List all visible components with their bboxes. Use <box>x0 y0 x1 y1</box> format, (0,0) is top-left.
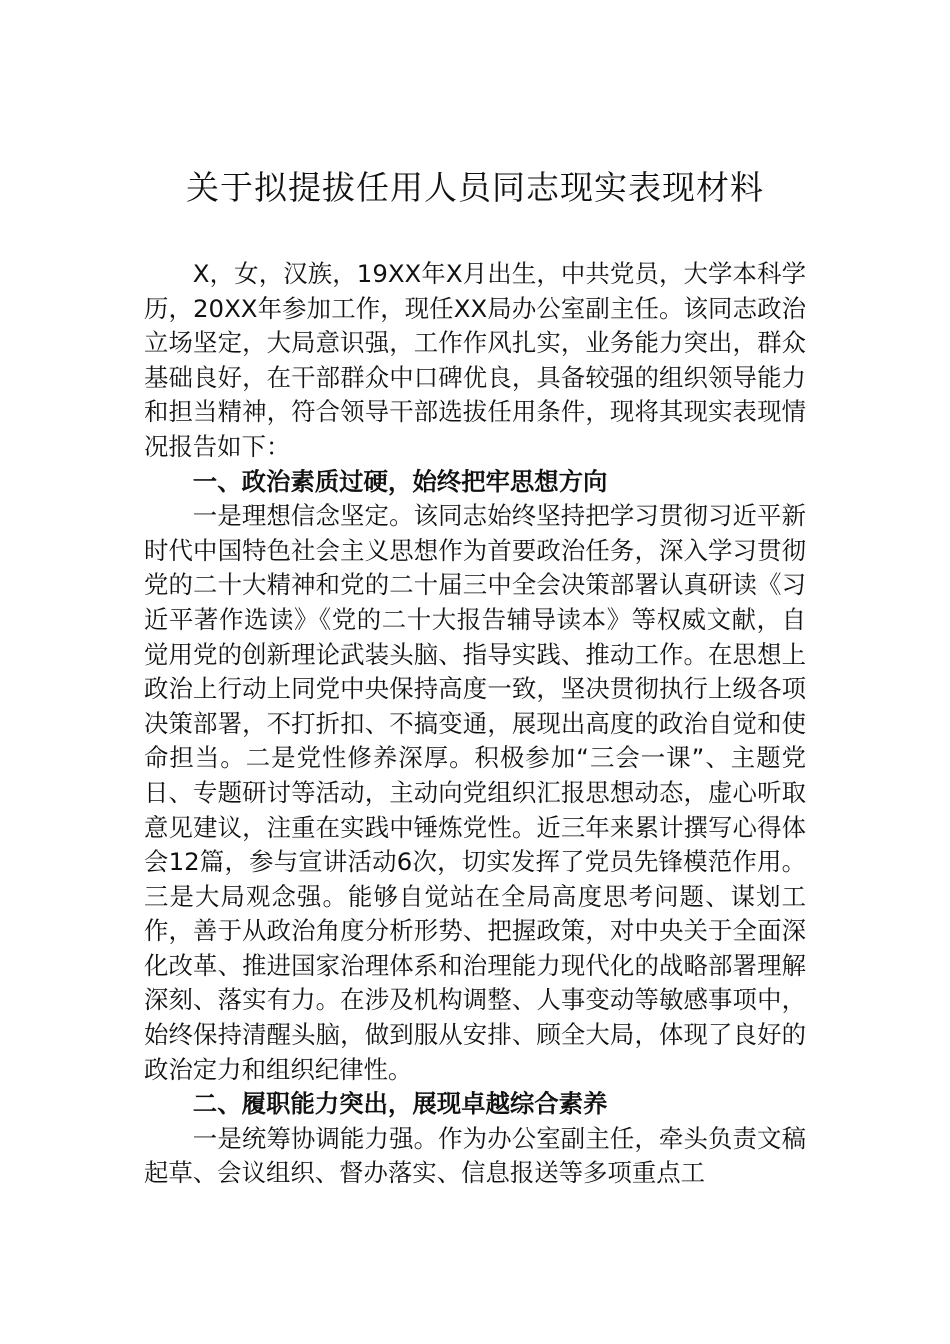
section-1-paragraph: 一是理想信念坚定。该同志始终坚持把学习贯彻习近平新时代中国特色社会主义思想作为首要政治任务，深入学习贯彻党的二十大精神和党的二十届三中全会决策部署认真研读《习近平著作选读》《党的二十大报告辅导读本》等权威文献，自觉用党的创新理论武装头脑、指导实践、推动工作。在思想上政治上行动上同党中央保持高度一致，坚决贯彻执行上级各项决策部署，不打折扣、不搞变通，展现出高度的政治自觉和使命担当。二是党性修养深厚。积极参加“三会一课”、主题党日、专题研讨等活动，主动向党组织汇报思想动态，虚心听取意见建议，注重在实践中锤炼党性。近三年来累计撰写心得体会12篇，参与宣讲活动6次，切实发挥了党员先锋模范作用。三是大局观念强。能够自觉站在全局高度思考问题、谋划工作，善于从政治角度分析形势、把握政策，对中央关于全面深化改革、推进国家治理体系和治理能力现代化的战略部署理解深刻、落实有力。在涉及机构调整、人事变动等敏感事项中，始终保持清醒头脑，做到服从安排、顾全大局，体现了良好的政治定力和组织纪律性。 <box>144 501 806 1084</box>
section-heading-2: 二、履职能力突出，展现卓越综合素养 <box>192 1089 608 1119</box>
document-title: 关于拟提拔任用人员同志现实表现材料 <box>186 168 764 207</box>
section-2-paragraph: 一是统筹协调能力强。作为办公室副主任，牵头负责文稿起草、会议组织、督办落实、信息报送等多项重点工 <box>144 1123 806 1188</box>
section-heading-1: 一、政治素质过硬，始终把牢思想方向 <box>192 466 608 496</box>
document-body <box>144 257 806 1191</box>
intro-paragraph: X，女，汉族，19XX年X月出生，中共党员，大学本科学历，20XX年参加工作，现任XX局办公室副主任。该同志政治立场坚定，大局意识强，工作作风扎实，业务能力突出，群众基础良好，在干部群众中口碑优良，具备较强的组织领导能力和担当精神，符合领导干部选拔任用条件，现将其现实表现情况报告如下： <box>144 259 806 461</box>
